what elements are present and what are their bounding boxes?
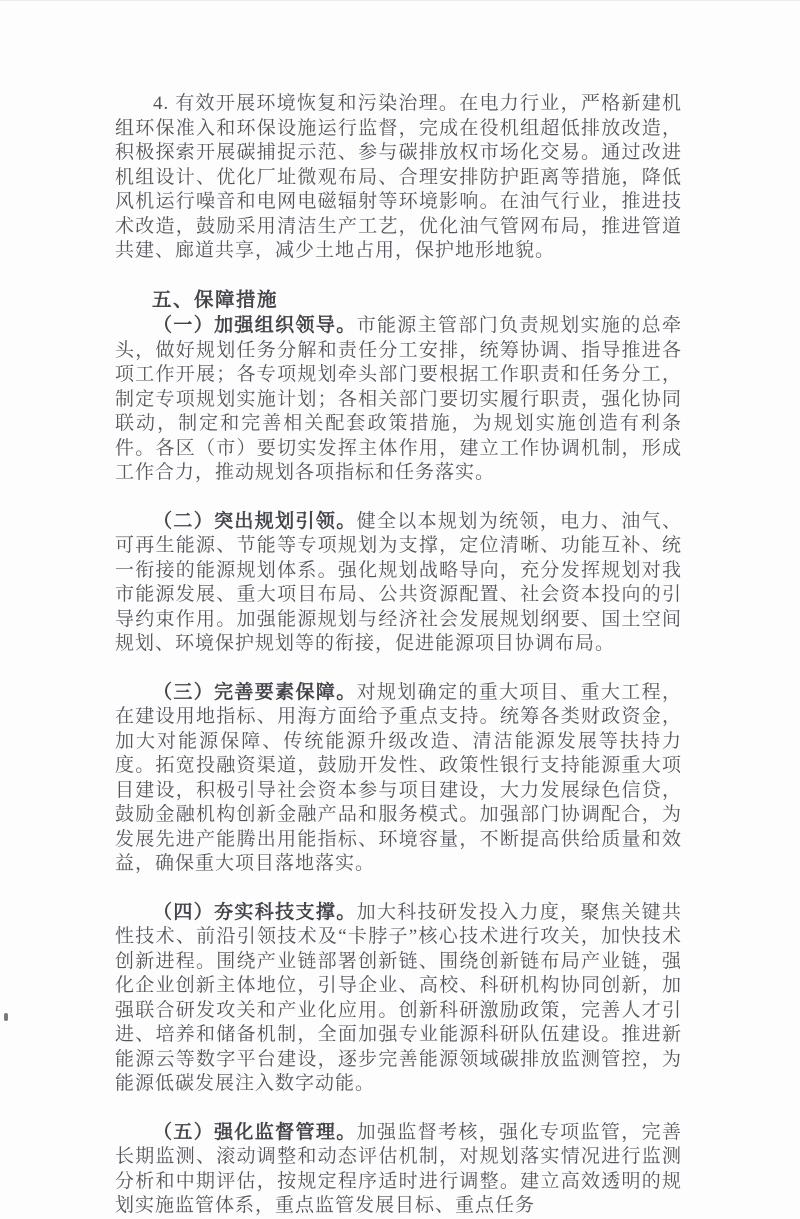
paragraph-text: 4. 有效开展环境恢复和污染治理。在电力行业，严格新建机组环保准入和环保设施运行监督，完成在役机组超低排放改造，积极探索开展碳捕捉示范、参与碳排放权市场化交易。通过改进机组设计、优化厂址微观布局、合理安排防护距离等措施，降低风机运行噪音和电网电磁辐射等环境影响。在油气行业，推进技术改造，鼓励采用清洁生产工艺，优化油气管网布局，推进管道共建、廊道共享，减少土地占用，保护地形地貌。 — [115, 93, 682, 261]
measure-1-lead: （一）加强组织领导。 — [153, 315, 357, 336]
measure-1-text: 市能源主管部门负责规划实施的总牵头，做好规划任务分解和责任分工安排，统筹协调、指导推进各项工作开展；各专项规划牵头部门要根据工作职责和任务分工，制定专项规划实施计划；各相关部门要切实履行职责，强化协同联动，制定和完善相关配套政策措施，为规划实施创造有利条件。各区（市）要切实发挥主体作用，建立工作协调机制，形成工作合力，推动规划各项指标和任务落实。 — [115, 315, 682, 483]
paragraph-measure-2 — [115, 510, 682, 657]
paragraph-measure-4 — [115, 901, 682, 1097]
measure-3-text: 对规划确定的重大项目、重大工程，在建设用地指标、用海方面给予重点支持。统筹各类财政资金，加大对能源保障、传统能源升级改造、清洁能源发展等扶持力度。拓宽投融资渠道，鼓励开发性、政策性银行支持能源重大项目建设，积极引导社会资本参与项目建设，大力发展绿色信贷，鼓励金融机构创新金融产品和服务模式。加强部门协调配合，为发展先进产能腾出用能指标、环境容量，不断提高供给质量和效益，确保重大项目落地落实。 — [115, 681, 682, 874]
scan-artifact-speck — [4, 1013, 8, 1021]
measure-2-text: 健全以本规划为统领，电力、油气、可再生能源、节能等专项规划为支撑，定位清晰、功能互补、统一衔接的能源规划体系。强化规划战略导向，充分发挥规划对我市能源发展、重大项目布局、公共资源配置、社会资本投向的引导约束作用。加强能源规划与经济社会发展规划纲要、国土空间规划、环境保护规划等的衔接，促进能源项目协调布局。 — [115, 510, 682, 654]
measure-2-lead: （二）突出规划引领。 — [153, 510, 357, 532]
paragraph-measure-5 — [115, 1121, 682, 1219]
measure-4-lead: （四）夯实科技支撑。 — [153, 901, 357, 923]
measure-3-lead: （三）完善要素保障。 — [153, 681, 357, 703]
paragraph-measure-3 — [115, 681, 682, 877]
measure-5-lead: （五）强化监督管理。 — [153, 1121, 357, 1143]
document-page — [0, 1, 800, 1216]
paragraph-item-4 — [115, 92, 682, 264]
document-content — [115, 92, 682, 1219]
measure-4-text: 加大科技研发投入力度，聚焦关键共性技术、前沿引领技术及“卡脖子”核心技术进行攻关，加快技术创新进程。围绕产业链部署创新链、围绕创新链布局产业链，强化企业创新主体地位，引导企业、高校、科研机构协同创新，加强联合研发攻关和产业化应用。创新科研激励政策，完善人才引进、培养和储备机制，全面加强专业能源科研队伍建设。推进新能源云等数字平台建设，逐步完善能源领域碳排放监测管控，为能源低碳发展注入数字动能。 — [115, 901, 682, 1094]
section-heading-safeguard-measures: 五、保障措施 — [152, 288, 279, 311]
paragraph-measure-1 — [115, 314, 682, 486]
measure-5-text: 加强监督考核，强化专项监管，完善长期监测、滚动调整和动态评估机制，对规划落实情况进行监测分析和中期评估，按规定程序适时进行调整。建立高效透明的规划实施监管体系，重点监管发展目标、重点任务 — [115, 1121, 682, 1216]
